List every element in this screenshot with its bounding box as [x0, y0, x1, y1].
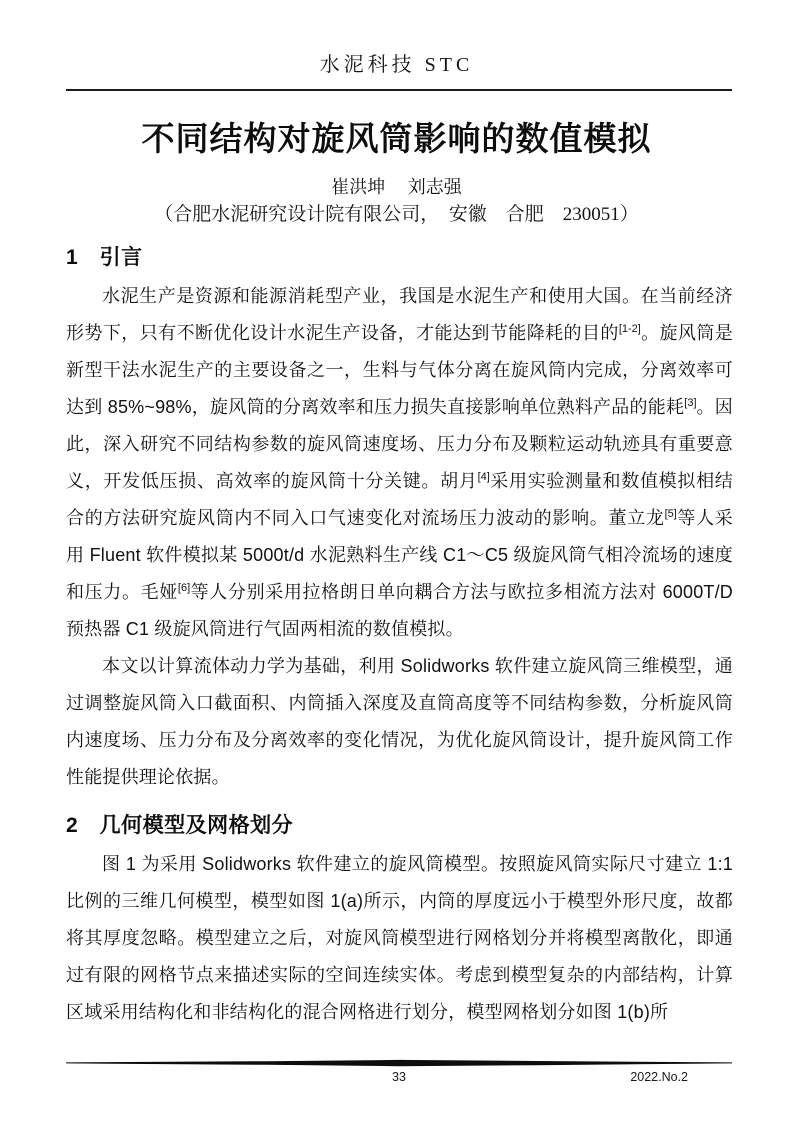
header-rule — [66, 89, 732, 91]
section — [66, 811, 733, 1031]
paragraph: 本文以计算流体动力学为基础，利用 Solidworks 软件建立旋风筒三维模型，通过调整旋风筒入口截面积、内筒插入深度及直筒高度等不同结构参数，分析旋风筒内速度场、压力分布及分离效率的变化情况，为优化旋风筒设计，提升旋风筒工作性能提供理论依据。 — [66, 656, 733, 787]
page-number: 33 — [392, 1070, 406, 1084]
citation-ref: [6] — [177, 582, 191, 594]
affiliation-line: （合肥水泥研究设计院有限公司， 安徽 合肥 230051） — [154, 204, 639, 225]
section-heading: 2 几何模型及网格划分 — [66, 814, 294, 837]
article-title: 不同结构对旋风筒影响的数值模拟 — [141, 120, 652, 157]
journal-header — [0, 48, 793, 77]
journal-title: 水泥科技 STC — [319, 54, 474, 76]
section — [66, 243, 733, 796]
paragraph: 水泥生产是资源和能源消耗型产业，我国是水泥生产和使用大国。在当前经济形势下，只有不断优化设计水泥生产设备，才能达到节能降耗的目的[1-2]。旋风筒是新型干法水泥生产的主要设备之一，生料与气体分离在旋风筒内完成，分离效率可达到 85%~98%，旋风筒的分离效率和压力损失直接影响单位熟料产品的能耗[3]。因此，深入研究不同结构参数的旋风筒速度场、压力分布及颗粒运动轨迹具有重要意义，开发低压损、高效率的旋风筒十分关键。胡月[4]采用实验测量和数值模拟相结合的方法研究旋风筒内不同入口气速变化对流场压力波动的影响。董立龙[5]等人采用 Fluent 软件模拟某 5000t/d 水泥熟料生产线 C1～C5 级旋风筒气相冷流场的速度和压力。毛娅[6]等人分别采用拉格朗日单向耦合方法与欧拉多相流方法对 6000T/D 预热器 C1 级旋风筒进行气固两相流的数值模拟。 — [66, 286, 734, 639]
citation-ref: [3] — [684, 397, 697, 409]
authors-line: 崔洪坤 刘志强 — [331, 177, 462, 197]
paragraph: 图 1 为采用 Solidworks 软件建立的旋风筒模型。按照旋风筒实际尺寸建立 1:1 比例的三维几何模型，模型如图 1(a)所示，内筒的厚度远小于模型外形尺度，故都将其厚度忽略。模型建立之后，对旋风筒模型进行网格划分并将模型离散化，即通过有限的网格节点来描述实际的空间连续实体。考虑到模型复杂的内部结构，计算区域采用结构化和非结构化的混合网格进行划分，模型网格划分如图 1(b)所 — [66, 854, 733, 1022]
section-heading: 1 引言 — [66, 246, 143, 269]
sections-container — [66, 243, 733, 1031]
citation-ref: [5] — [664, 508, 677, 520]
article-body — [0, 228, 793, 1031]
citation-ref: [4] — [477, 471, 490, 483]
issue-label: 2022.No.2 — [630, 1070, 688, 1084]
footer-text-row — [66, 1070, 732, 1088]
footer-rule — [66, 1059, 732, 1067]
page-footer — [0, 1059, 793, 1122]
citation-ref: [1-2] — [618, 323, 641, 335]
